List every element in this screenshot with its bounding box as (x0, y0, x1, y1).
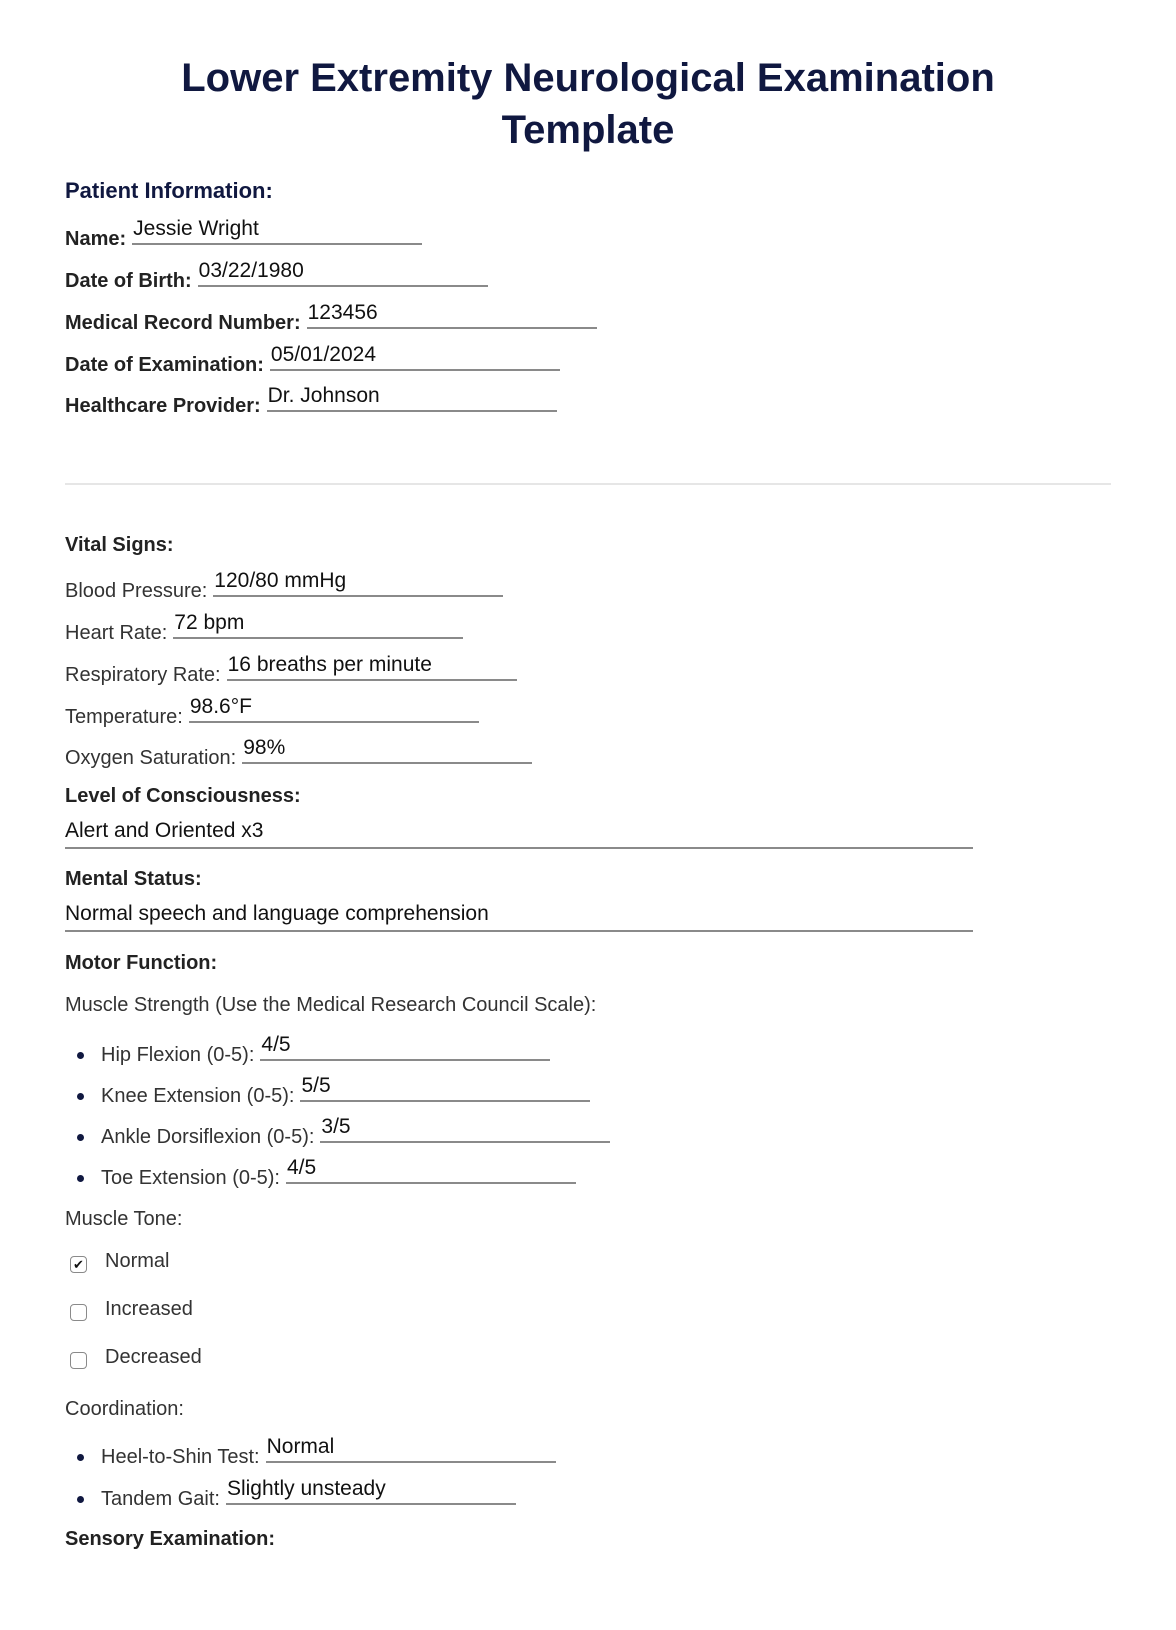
heel-to-shin-label: Heel-to-Shin Test: (101, 1446, 260, 1468)
bullet-icon (77, 1175, 84, 1182)
temperature-label: Temperature: (65, 706, 183, 728)
heel-to-shin-item[interactable] (65, 1435, 556, 1469)
oxygen-saturation-value[interactable]: 98% (242, 737, 532, 764)
consciousness-value[interactable]: Alert and Oriented x3 (65, 819, 973, 849)
tone-option-decreased[interactable] (65, 1346, 202, 1369)
exam-date-field[interactable] (65, 343, 560, 377)
heart-rate-label: Heart Rate: (65, 622, 168, 644)
heart-rate-field[interactable] (65, 611, 463, 645)
blood-pressure-label: Blood Pressure: (65, 580, 208, 602)
exam-date-label: Date of Examination: (65, 354, 264, 376)
muscle-tone-label: Muscle Tone: (65, 1208, 183, 1230)
sensory-exam-heading: Sensory Examination: (65, 1528, 276, 1550)
tone-option-label: Decreased (105, 1346, 202, 1368)
hip-flexion-value[interactable]: 4/5 (260, 1034, 550, 1061)
tandem-gait-item[interactable] (65, 1477, 516, 1511)
patient-info-heading: Patient Information: (65, 178, 273, 203)
motor-function-heading: Motor Function: (65, 952, 218, 974)
bullet-icon (77, 1496, 84, 1503)
bullet-icon (77, 1052, 84, 1059)
consciousness-field[interactable] (65, 819, 973, 849)
provider-label: Healthcare Provider: (65, 395, 261, 417)
muscle-strength-label: Muscle Strength (Use the Medical Research Council Scale): (65, 994, 597, 1016)
tone-option-increased[interactable] (65, 1298, 193, 1321)
exam-date-value[interactable]: 05/01/2024 (270, 344, 560, 371)
checkbox-icon[interactable] (70, 1304, 87, 1321)
respiratory-rate-value[interactable]: 16 breaths per minute (227, 654, 517, 681)
consciousness-heading: Level of Consciousness: (65, 785, 301, 807)
knee-extension-item[interactable] (65, 1074, 590, 1108)
coordination-label: Coordination: (65, 1398, 184, 1420)
provider-value[interactable]: Dr. Johnson (267, 385, 557, 412)
blood-pressure-field[interactable] (65, 569, 503, 603)
hip-flexion-label: Hip Flexion (0-5): (101, 1044, 255, 1066)
heart-rate-value[interactable]: 72 bpm (173, 612, 463, 639)
ankle-dorsiflexion-item[interactable] (65, 1115, 610, 1149)
mental-status-heading: Mental Status: (65, 868, 202, 890)
provider-field[interactable] (65, 384, 557, 418)
bullet-icon (77, 1134, 84, 1141)
toe-extension-item[interactable] (65, 1156, 576, 1190)
hip-flexion-item[interactable] (65, 1033, 550, 1067)
bullet-icon (77, 1093, 84, 1100)
respiratory-rate-field[interactable] (65, 653, 517, 687)
checkbox-checked-icon[interactable]: ✔ (70, 1256, 87, 1273)
mental-status-field[interactable] (65, 902, 973, 932)
mrn-label: Medical Record Number: (65, 312, 301, 334)
section-divider (65, 483, 1111, 485)
knee-extension-value[interactable]: 5/5 (300, 1075, 590, 1102)
tandem-gait-value[interactable]: Slightly unsteady (226, 1478, 516, 1505)
oxygen-saturation-field[interactable] (65, 736, 532, 770)
tone-option-label: Normal (105, 1250, 170, 1272)
respiratory-rate-label: Respiratory Rate: (65, 664, 221, 686)
dob-label: Date of Birth: (65, 270, 192, 292)
mrn-field[interactable] (65, 301, 597, 335)
name-field[interactable] (65, 217, 422, 251)
vital-signs-heading: Vital Signs: (65, 534, 174, 556)
name-value[interactable]: Jessie Wright (132, 218, 422, 245)
temperature-value[interactable]: 98.6°F (189, 696, 479, 723)
heel-to-shin-value[interactable]: Normal (266, 1436, 556, 1463)
mrn-value[interactable]: 123456 (307, 302, 597, 329)
toe-extension-label: Toe Extension (0-5): (101, 1167, 280, 1189)
ankle-dorsiflexion-label: Ankle Dorsiflexion (0-5): (101, 1126, 315, 1148)
tone-option-normal[interactable] (65, 1250, 169, 1273)
temperature-field[interactable] (65, 695, 479, 729)
ankle-dorsiflexion-value[interactable]: 3/5 (320, 1116, 610, 1143)
bullet-icon (77, 1454, 84, 1461)
blood-pressure-value[interactable]: 120/80 mmHg (213, 570, 503, 597)
tandem-gait-label: Tandem Gait: (101, 1488, 220, 1510)
name-label: Name: (65, 228, 127, 250)
knee-extension-label: Knee Extension (0-5): (101, 1085, 295, 1107)
checkbox-icon[interactable] (70, 1352, 87, 1369)
mental-status-value[interactable]: Normal speech and language comprehension (65, 902, 973, 932)
toe-extension-value[interactable]: 4/5 (286, 1157, 576, 1184)
dob-value[interactable]: 03/22/1980 (198, 260, 488, 287)
oxygen-saturation-label: Oxygen Saturation: (65, 747, 237, 769)
dob-field[interactable] (65, 259, 488, 293)
tone-option-label: Increased (105, 1298, 193, 1320)
page-title: Lower Extremity Neurological Examination Template (181, 56, 995, 152)
